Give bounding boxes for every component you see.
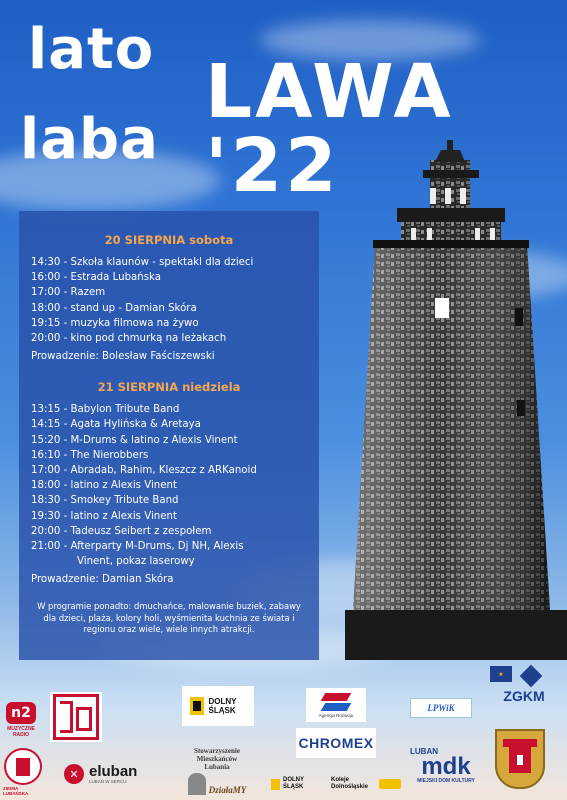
- event-row: 13:15 - Babylon Tribute Band: [31, 404, 180, 416]
- dolny-slask-small-logo: [268, 772, 318, 796]
- lpwik-label: LPWiK: [427, 703, 455, 713]
- event-row: 20:00 - Tadeusz Seibert z zespołem: [31, 525, 212, 537]
- agency-label: Agencja Rozwoju: [318, 712, 354, 718]
- event-row: 19:15 - muzyka filmowa na żywo: [31, 317, 199, 329]
- lpwik-logo: [410, 698, 472, 718]
- event-row-continued: [31, 554, 307, 569]
- event-row: 16:00 - Estrada Lubańska: [31, 272, 162, 284]
- luban-label: LUBAN: [410, 746, 438, 756]
- dzialamy-label: DziałaMY: [208, 785, 247, 795]
- mdk-label: mdk: [421, 752, 471, 780]
- event-row: 17:00 - Razem: [31, 287, 106, 299]
- title-lawa-22: LAWA '22: [205, 49, 454, 209]
- agency-logo: [306, 688, 366, 722]
- eluban-logo: ✕ eluban LUBAŃ W SERCU: [64, 758, 164, 790]
- dolny-slask-logo: [182, 686, 254, 726]
- zgkm-icon: [516, 666, 546, 686]
- coat-of-arms-logo: [494, 728, 546, 790]
- mdk-sub: MIEJSKI DOM KULTURY: [417, 777, 475, 784]
- event-row: 20:00 - kino pod chmurką na leżakach: [31, 333, 227, 345]
- chromex-logo: [296, 728, 376, 758]
- zgkm-label: ZGKM: [503, 688, 545, 704]
- event-row: 19:30 - latino z Alexis Vinent: [31, 510, 177, 522]
- extra-attractions-note: W programie ponadto: dmuchańce, malowanie buziek, zabawy dla dzieci, plaża, kolory holi, wyśmienita kuchnia ze świata i regionu oraz wiele, wiele innych atrakcji.: [37, 601, 301, 635]
- eluban-label: eluban: [89, 763, 138, 780]
- stowarzyszenie-logo: [174, 744, 260, 798]
- day2-host: Prowadzenie: Damian Skóra: [31, 574, 174, 586]
- nz-radio-logo: n2 MUZYCZNE RADIO: [4, 700, 38, 740]
- eu-flag-logo: ★: [490, 666, 512, 682]
- title-laba: laba: [20, 107, 159, 172]
- day2-heading: 21 SIERPNIA niedziela: [97, 380, 241, 395]
- program-panel: [19, 211, 319, 660]
- event-row: 16:10 - The Nierobbers: [31, 449, 149, 461]
- event-row: 14:15 - Agata Hylińska & Aretaya: [31, 419, 201, 431]
- event-row: 14:30 - Szkoła klaunów - spektakl dla dzieci: [31, 257, 254, 268]
- day1-heading: 20 SIERPNIA sobota: [104, 233, 234, 247]
- zgkm-logo: [494, 686, 554, 706]
- event-row: 17:00 - Abradab, Rahim, Kleszcz z ARKanoid: [31, 465, 257, 477]
- event-continuation: Vinent, pokaz laserowy: [77, 556, 195, 568]
- mdk-logo: [406, 742, 486, 788]
- day1-host: Prowadzenie: Bolesław Faściszewski: [31, 351, 215, 363]
- castle-tower-illustration: [335, 140, 567, 660]
- event-row: 18:00 - latino z Alexis Vinent: [31, 480, 177, 492]
- ziemia-lubanska-label: ZIEMIA LUBAŃSKA: [3, 786, 29, 796]
- nz-radio-label: MUZYCZNE RADIO: [7, 726, 35, 738]
- dolny-slask-small-label: DOLNY ŚLĄSK: [283, 777, 304, 790]
- stowarzyszenie-label: Stowarzyszenie Mieszkańców Lubania: [194, 747, 240, 771]
- koleje-label: Koleje Dolnośląskie: [331, 777, 369, 790]
- sponsors-footer: [0, 662, 567, 800]
- ziemia-lubanska-logo: [3, 748, 43, 796]
- event-row: 21:00 - Afterparty M-Drums, Dj NH, Alexis: [31, 541, 244, 553]
- chromex-label: CHROMEX: [298, 735, 374, 751]
- koleje-logo: [326, 772, 406, 796]
- dolny-slask-label: DOLNY ŚLĄSK: [208, 697, 237, 715]
- eluban-sub: LUBAŃ W SERCU: [89, 779, 127, 784]
- event-row: 15:20 - M-Drums & latino z Alexis Vinent: [31, 434, 238, 446]
- ldk-logo: [50, 692, 102, 742]
- event-row: 18:30 - Smokey Tribute Band: [31, 495, 179, 507]
- title-lato: lato: [28, 17, 155, 82]
- event-row: 18:00 - stand up - Damian Skóra: [31, 302, 197, 314]
